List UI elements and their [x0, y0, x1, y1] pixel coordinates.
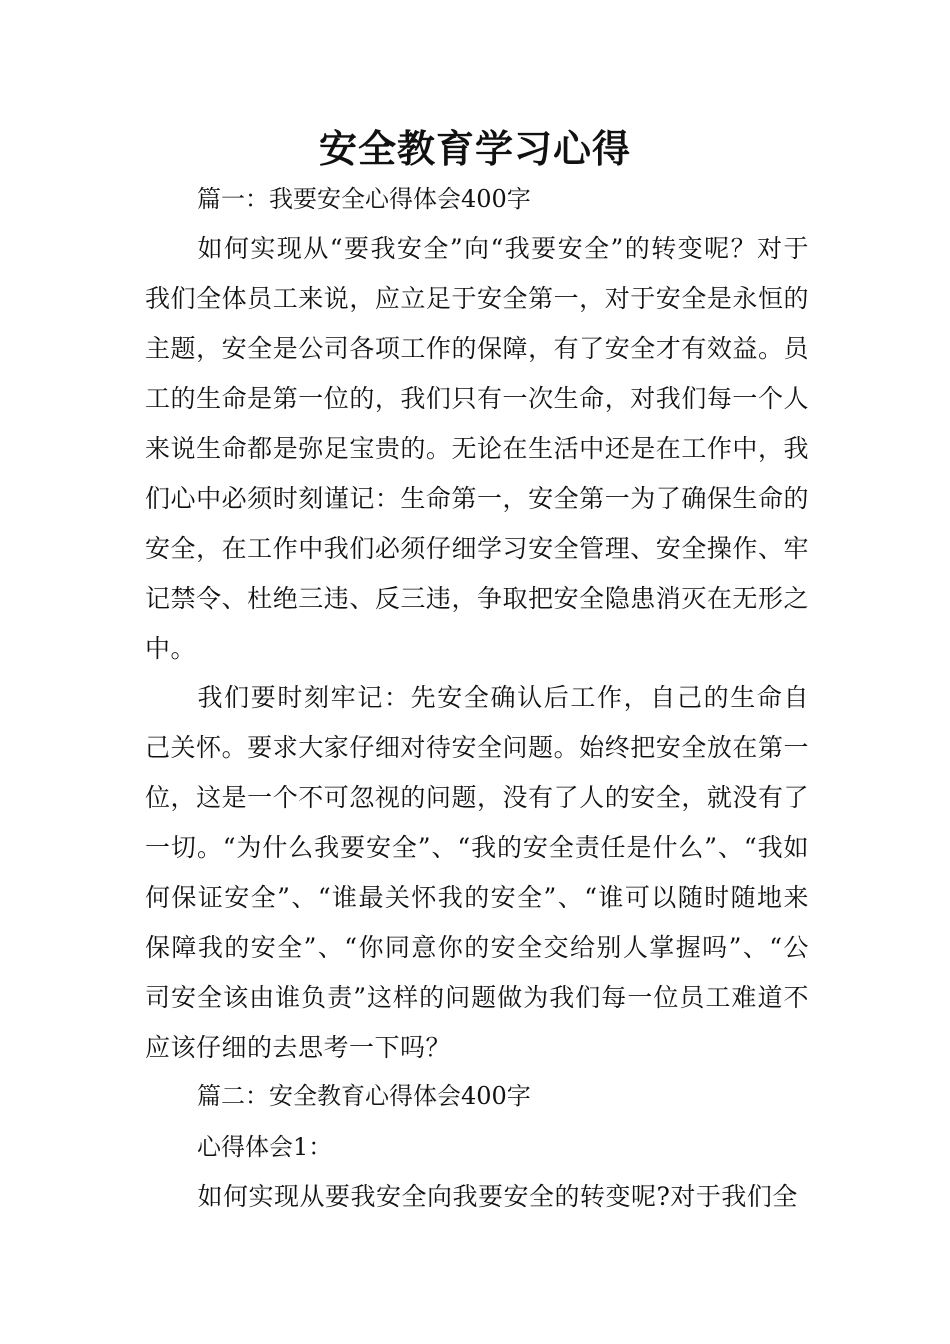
paragraph-1: 如何实现从“要我安全”向“我要安全”的转变呢？对于我们全体员工来说，应立足于安全第一，对于安全是永恒的主题，安全是公司各项工作的保障，有了安全才有效益。员工的生命是第一位的，我们只有一次生命，对我们每一个人来说生命都是弥足宝贵的。无论在生活中还是在工作中，我们心中必须时刻谨记：生命第一，安全第一为了确保生命的安全，在工作中我们必须仔细学习安全管理、安全操作、牢记禁令、杜绝三违、反三违，争取把安全隐患消灭在无形之中。 — [145, 234, 809, 663]
paragraph-3: 如何实现从要我安全向我要安全的转变呢?对于我们全 — [197, 1182, 798, 1211]
paragraph-2: 我们要时刻牢记：先安全确认后工作，自己的生命自己关怀。要求大家仔细对待安全问题。始终把安全放在第一位，这是一个不可忽视的问题，没有了人的安全，就没有了一切。“为什么我要安全”、“我的安全责任是什么”、“我如何保证安全”、“谁最关怀我的安全”、“谁可以随时随地来保障我的安全”、“你同意你的安全交给别人掌握吗”、“公司安全该由谁负责”这样的问题做为我们每一位员工难道不应该仔细的去思考一下吗？ — [145, 683, 809, 1062]
subheading-1: 心得体会1： — [197, 1133, 333, 1161]
section-heading-2: 篇二：安全教育心得体会400字 — [197, 1082, 531, 1110]
document-title: 安全教育学习心得 — [318, 127, 631, 171]
section-heading-1: 篇一：我要安全心得体会400字 — [197, 185, 531, 213]
